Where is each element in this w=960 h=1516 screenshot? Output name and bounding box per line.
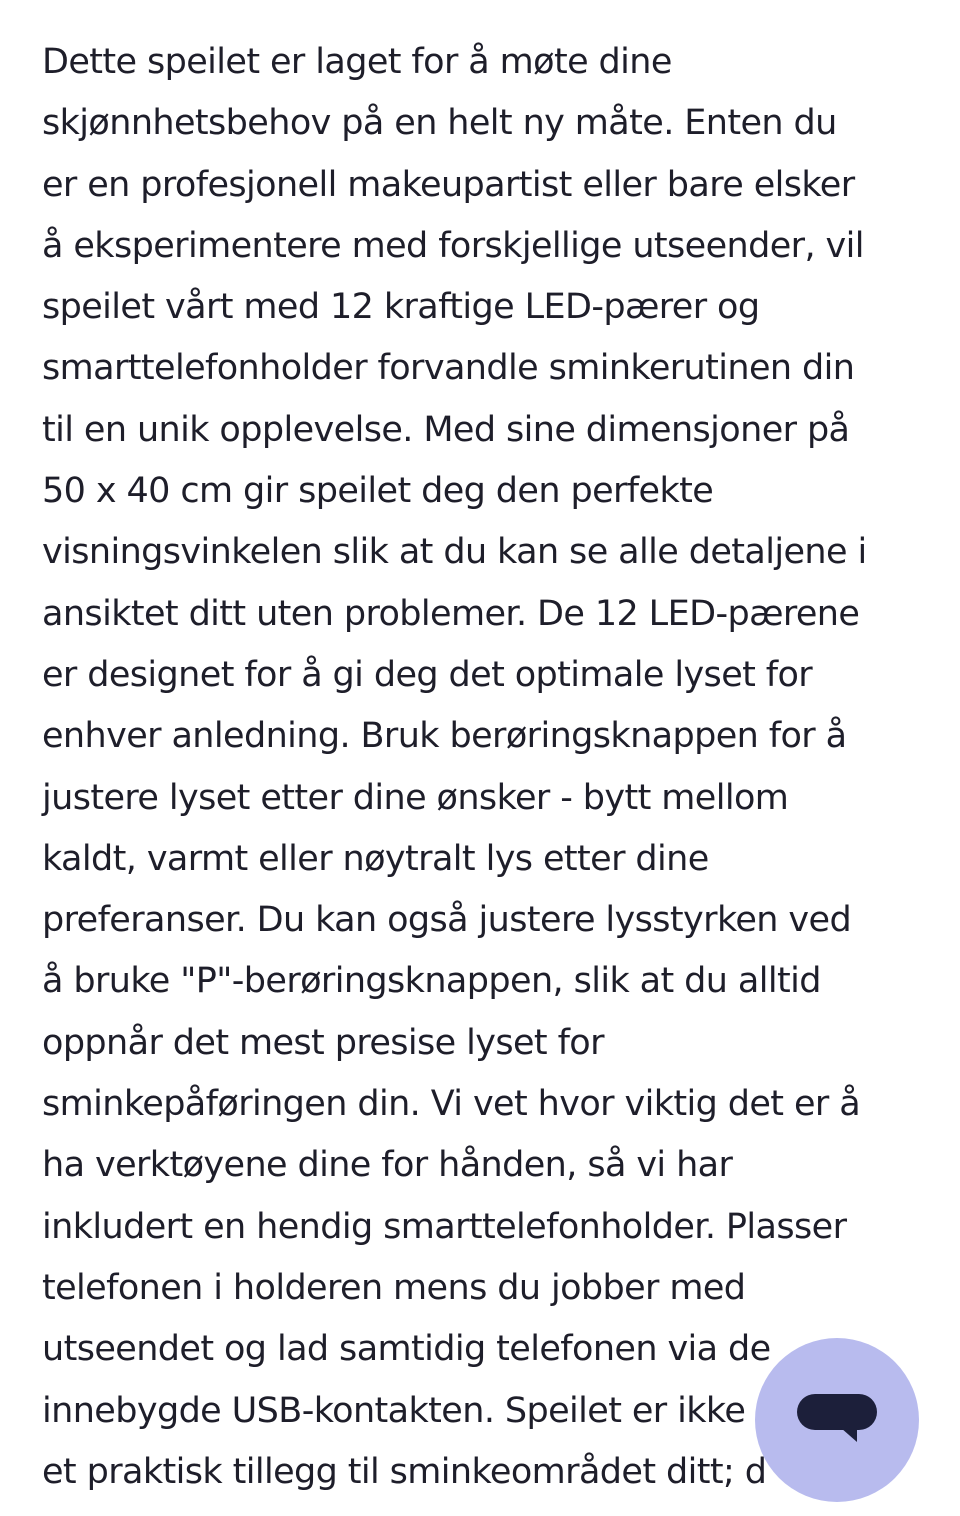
description-line: Dette speilet er laget for å møte dine — [42, 42, 672, 82]
description-line: kaldt, varmt eller nøytralt lys etter dine — [42, 838, 709, 879]
description-line: enhver anledning. Bruk berøringsknappen for å — [42, 716, 847, 757]
description-line: oppnår det mest presise lyset for — [42, 1022, 604, 1063]
product-description — [42, 32, 922, 1503]
description-line: telefonen i holderen mens du jobber med — [42, 1267, 746, 1308]
description-line: å eksperimentere med forskjellige utseender, vil — [42, 225, 864, 266]
description-line: ha verktøyene dine for hånden, så vi har — [42, 1145, 733, 1186]
description-line: inkludert en hendig smarttelefonholder. Plasser — [42, 1206, 847, 1247]
description-line: smarttelefonholder forvandle sminkerutinen din — [42, 348, 855, 389]
description-line: er en profesjonell makeupartist eller bare elsker — [42, 164, 855, 205]
description-line: preferanser. Du kan også justere lysstyrken ved — [42, 900, 852, 941]
description-line: ansiktet ditt uten problemer. De 12 LED-pærene — [42, 593, 860, 634]
description-line: er designet for å gi deg det optimale lyset for — [42, 654, 813, 695]
description-line: til en unik opplevelse. Med sine dimensjoner på — [42, 409, 850, 450]
description-line: et praktisk tillegg til sminkeområdet ditt; d — [42, 1451, 767, 1492]
description-line: å bruke "P"-berøringsknappen, slik at du alltid — [42, 961, 821, 1002]
description-line: visningsvinkelen slik at du kan se alle detaljene i — [42, 532, 867, 573]
description-line: 50 x 40 cm gir speilet deg den perfekte — [42, 471, 714, 512]
description-line: utseendet og lad samtidig telefonen via de — [42, 1329, 771, 1370]
description-line: sminkepåføringen din. Vi vet hvor viktig det er å — [42, 1084, 861, 1125]
description-line: skjønnhetsbehov på en helt ny måte. Enten du — [42, 103, 837, 144]
description-line: innebygde USB-kontakten. Speilet er ikke — [42, 1390, 746, 1431]
chat-bubble-icon — [795, 1390, 879, 1450]
chat-button[interactable] — [755, 1338, 919, 1502]
description-line: justere lyset etter dine ønsker - bytt mellom — [42, 777, 789, 818]
description-line: speilet vårt med 12 kraftige LED-pærer og — [42, 287, 760, 328]
